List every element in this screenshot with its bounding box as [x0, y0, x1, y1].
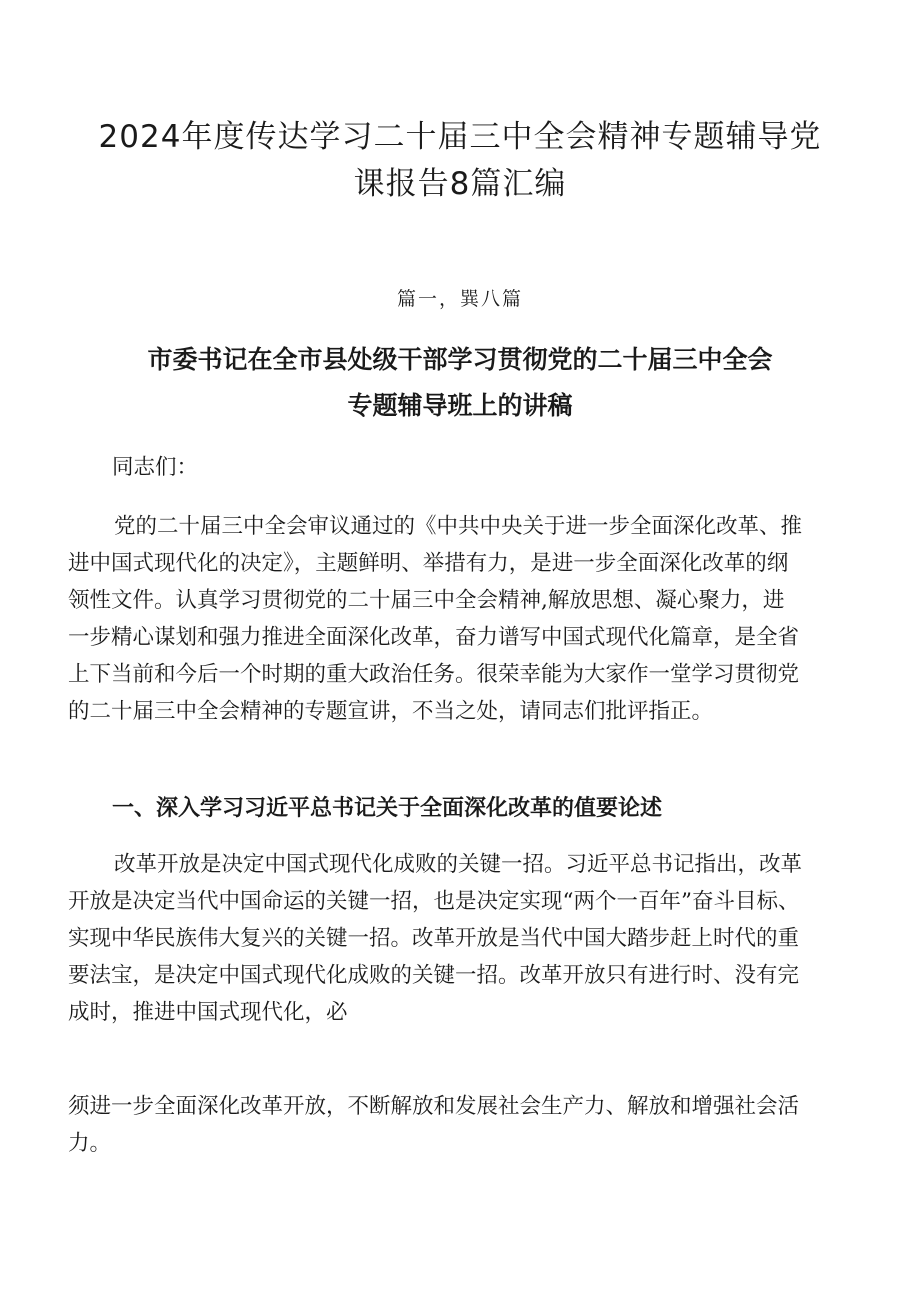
document-title-line-2: 课报告8篇汇编	[353, 166, 567, 202]
document-title-line-1: 2024年度传达学习二十届三中全会精神专题辅导党	[98, 119, 822, 155]
section-heading-1: 一、深入学习习近平总书记关于全面深化改革的值要论述	[112, 796, 663, 821]
paragraph-line: 要法宝，是决定中国式现代化成败的关键一招。改革开放只有进行时、没有完	[68, 963, 800, 988]
paragraph-line: 的二十届三中全会精神的专题宣讲，不当之处，请同志们批评指正。	[68, 699, 714, 724]
speech-title-line-2: 专题辅导班上的讲稿	[347, 391, 573, 420]
paragraph-2	[68, 846, 858, 1031]
paragraph-line: 开放是决定当代中国命运的关键一招，也是决定实现“两个一百年”奋斗目标、	[68, 889, 800, 914]
part-label: 篇一，巽八篇	[396, 288, 523, 310]
paragraph-line: 实现中华民族伟大复兴的关键一招。改革开放是当代中国大踏步赶上时代的重	[68, 926, 800, 951]
paragraph-line: 上下当前和今后一个时期的重大政治任务。很荣幸能为大家作一堂学习贯彻党	[68, 662, 800, 687]
paragraph-line: 成时，推进中国式现代化，必	[68, 1000, 348, 1025]
paragraph-line: 一步精心谋划和强力推进全面深化改革，奋力谱写中国式现代化篇章，是全省	[68, 625, 800, 650]
paragraph-line: 力。	[68, 1131, 112, 1156]
paragraph-line: 进中国式现代化的决定》，主题鲜明、举措有力，是进一步全面深化改革的纲	[68, 551, 789, 576]
paragraph-line: 党的二十届三中全会审议通过的《中共中央关于进一步全面深化改革、推	[114, 514, 803, 539]
speech-title-line-1: 市委书记在全市县处级干部学习贯彻党的二十届三中全会	[147, 345, 773, 374]
greeting: 同志们：	[112, 455, 199, 480]
paragraph-line: 须进一步全面深化改革开放，不断解放和发展社会生产力、解放和增强社会活	[68, 1094, 800, 1119]
paragraph-3	[68, 1088, 858, 1162]
paragraph-1	[68, 508, 858, 730]
paragraph-line: 领性文件。认真学习贯彻党的二十届三中全会精神,解放思想、凝心聚力，进	[68, 588, 785, 613]
paragraph-line: 改革开放是决定中国式现代化成败的关键一招。习近平总书记指出，改革	[114, 852, 803, 877]
